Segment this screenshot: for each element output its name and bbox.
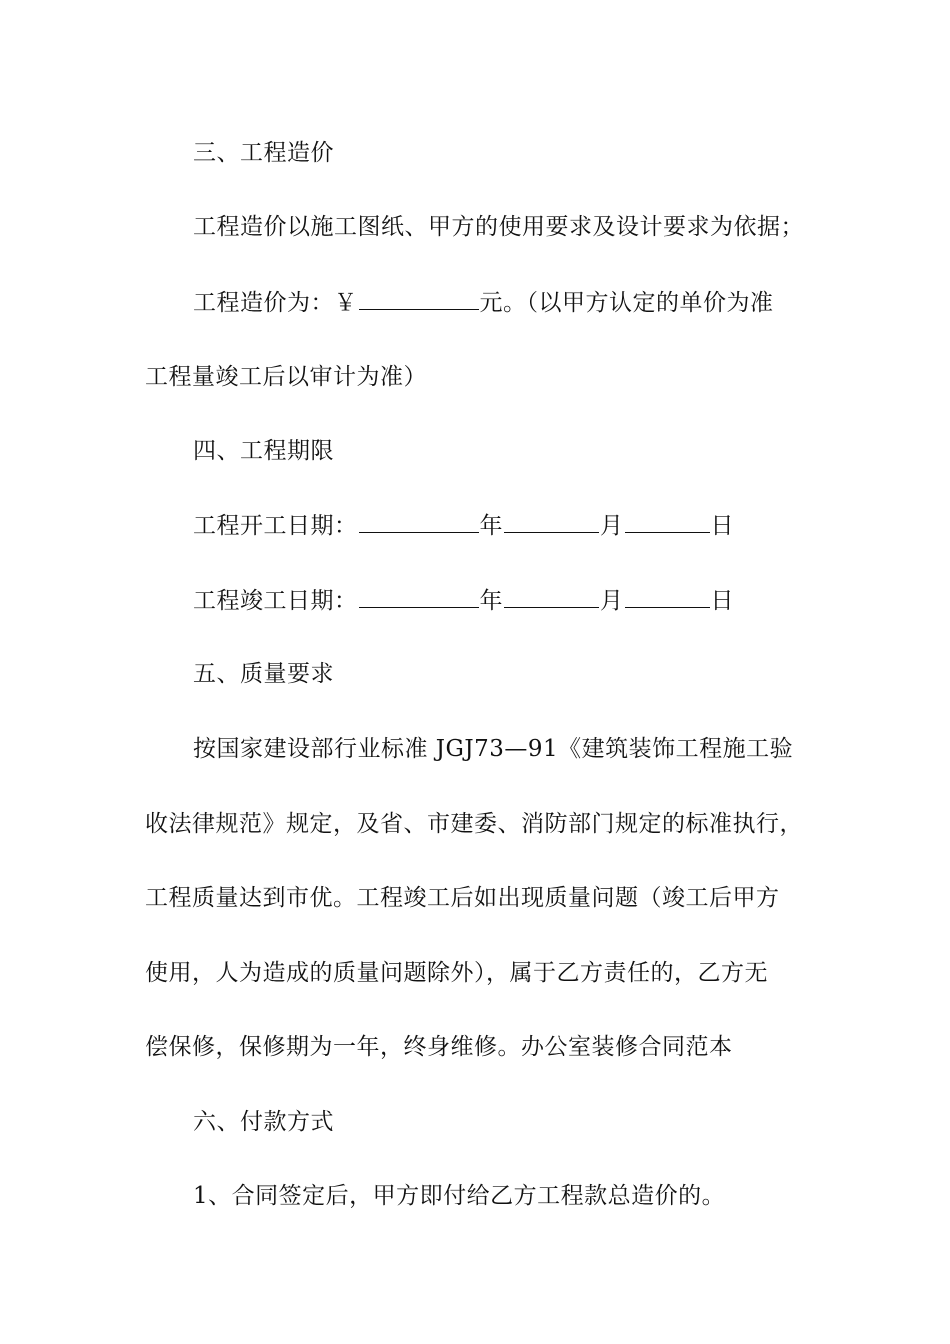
day-label: 日 bbox=[710, 513, 734, 539]
section-6-heading: 六、付款方式 bbox=[193, 1109, 334, 1135]
section-3-heading: 三、工程造价 bbox=[193, 140, 334, 166]
section-3-paragraph-1: 工程造价以施工图纸、甲方的使用要求及设计要求为依据； bbox=[193, 214, 804, 240]
start-date-label: 工程开工日期： bbox=[193, 513, 358, 539]
section-5-line-4: 使用，人为造成的质量问题除外），属于乙方责任的，乙方无 bbox=[145, 960, 768, 986]
cost-suffix: 元。（以甲方认定的单价为准 bbox=[479, 290, 774, 316]
end-month-blank bbox=[504, 585, 599, 608]
end-year-blank bbox=[359, 585, 479, 608]
start-date-line bbox=[193, 510, 734, 541]
section-4-heading: 四、工程期限 bbox=[193, 438, 334, 464]
month-label: 月 bbox=[600, 513, 624, 539]
day-label: 日 bbox=[710, 588, 734, 614]
section-5-line-1: 按国家建设部行业标准 JGJ73—91《建筑装饰工程施工验 bbox=[193, 736, 794, 762]
start-month-blank bbox=[504, 510, 599, 533]
start-day-blank bbox=[625, 510, 710, 533]
cost-blank bbox=[359, 287, 479, 310]
section-3-paragraph-2-continued: 工程量竣工后以审计为准） bbox=[145, 364, 427, 390]
section-3-paragraph-2 bbox=[193, 287, 774, 318]
cost-label: 工程造价为：￥ bbox=[193, 290, 358, 316]
section-5-line-2: 收法律规范》规定，及省、市建委、消防部门规定的标准执行， bbox=[145, 811, 803, 837]
end-date-line bbox=[193, 585, 734, 616]
year-label: 年 bbox=[479, 588, 503, 614]
section-5-line-3: 工程质量达到市优。工程竣工后如出现质量问题（竣工后甲方 bbox=[145, 885, 780, 911]
section-6-item-1: 1、合同签定后，甲方即付给乙方工程款总造价的。 bbox=[193, 1183, 726, 1209]
year-label: 年 bbox=[479, 513, 503, 539]
start-year-blank bbox=[359, 510, 479, 533]
month-label: 月 bbox=[600, 588, 624, 614]
end-day-blank bbox=[625, 585, 710, 608]
section-5-heading: 五、质量要求 bbox=[193, 661, 334, 687]
section-5-line-5: 偿保修，保修期为一年，终身维修。办公室装修合同范本 bbox=[145, 1034, 733, 1060]
end-date-label: 工程竣工日期： bbox=[193, 588, 358, 614]
